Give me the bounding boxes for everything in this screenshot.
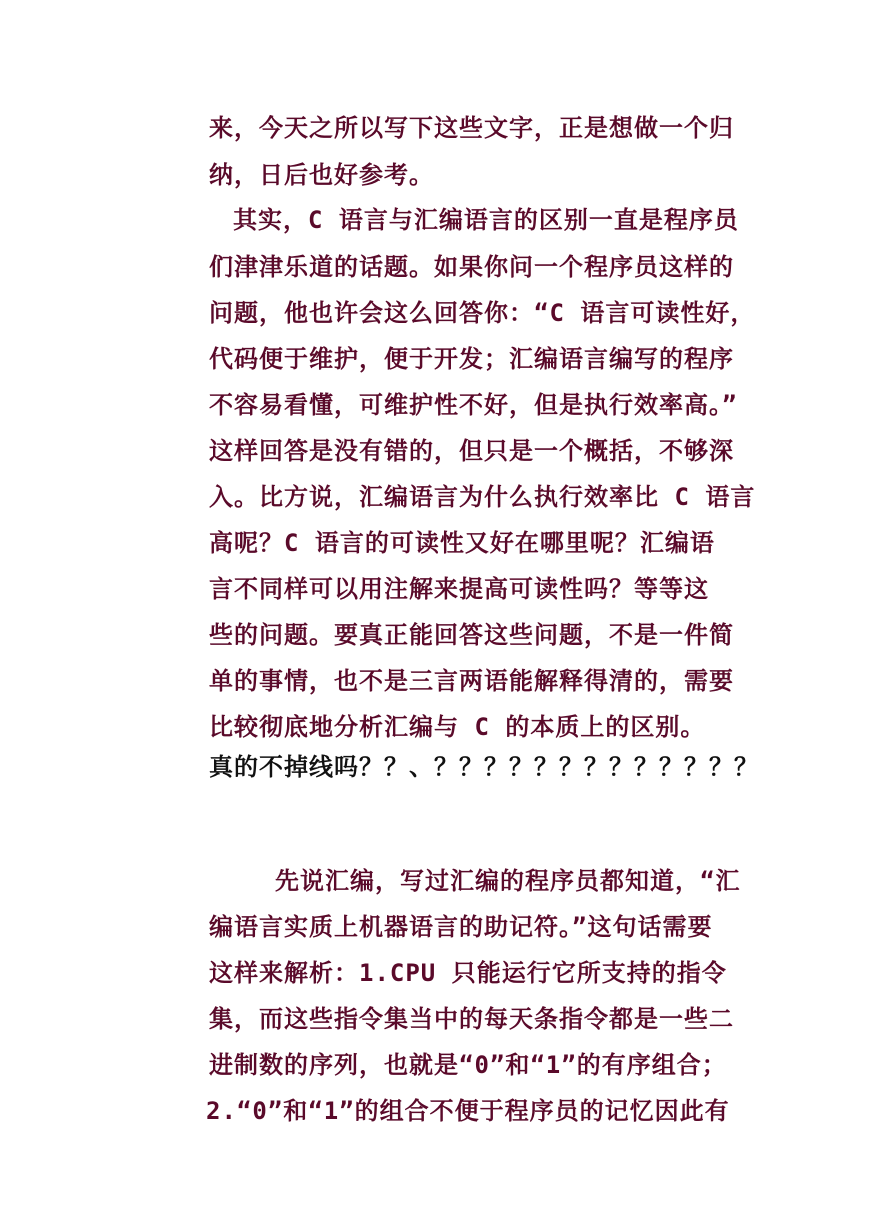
paragraph-2-line-11: 单的事情，也不是三言两语能解释得清的，需要 — [209, 667, 734, 695]
noise-line: 真的不掉线吗？？、？？？？？？？？？？？？？ — [209, 753, 759, 781]
paragraph-2-line-4: 代码便于维护，便于开发；汇编语言编写的程序 — [209, 345, 734, 373]
paragraph-3-line-6: 2.“0”和“1”的组合不便于程序员的记忆因此有 — [206, 1097, 730, 1125]
paragraph-2-line-5: 不容易看懂，可维护性不好，但是执行效率高。” — [209, 391, 738, 419]
paragraph-2-line-6: 这样回答是没有错的，但只是一个概括，不够深 — [209, 437, 734, 465]
paragraph-2-line-3: 问题，他也许会这么回答你：“C 语言可读性好， — [209, 299, 756, 327]
paragraph-3-line-1: 先说汇编，写过汇编的程序员都知道，“汇 — [275, 867, 741, 895]
paragraph-1-line-1: 来，今天之所以写下这些文字，正是想做一个归 — [209, 114, 734, 142]
paragraph-2-line-7: 入。比方说，汇编语言为什么执行效率比 C 语言 — [209, 483, 756, 511]
paragraph-3-line-4: 集，而这些指令集当中的每天条指令都是一些二 — [209, 1005, 734, 1033]
paragraph-2-line-2: 们津津乐道的话题。如果你问一个程序员这样的 — [209, 253, 734, 281]
paragraph-2-line-8: 高呢？C 语言的可读性又好在哪里呢？汇编语 — [209, 529, 715, 557]
paragraph-3-line-2: 编语言实质上机器语言的助记符。”这句话需要 — [209, 913, 713, 941]
paragraph-2-line-1: 其实，C 语言与汇编语言的区别一直是程序员 — [233, 206, 739, 234]
paragraph-2-line-9: 言不同样可以用注解来提高可读性吗？等等这 — [209, 575, 709, 603]
paragraph-2-line-10: 些的问题。要真正能回答这些问题，不是一件简 — [209, 621, 734, 649]
paragraph-1-line-2: 纳，日后也好参考。 — [209, 161, 434, 189]
paragraph-2-line-12: 比较彻底地分析汇编与 C 的本质上的区别。 — [209, 713, 706, 741]
paragraph-3-line-5: 进制数的序列，也就是“0”和“1”的有序组合； — [209, 1051, 727, 1079]
paragraph-3-line-3: 这样来解析：1.CPU 只能运行它所支持的指令 — [209, 959, 727, 987]
